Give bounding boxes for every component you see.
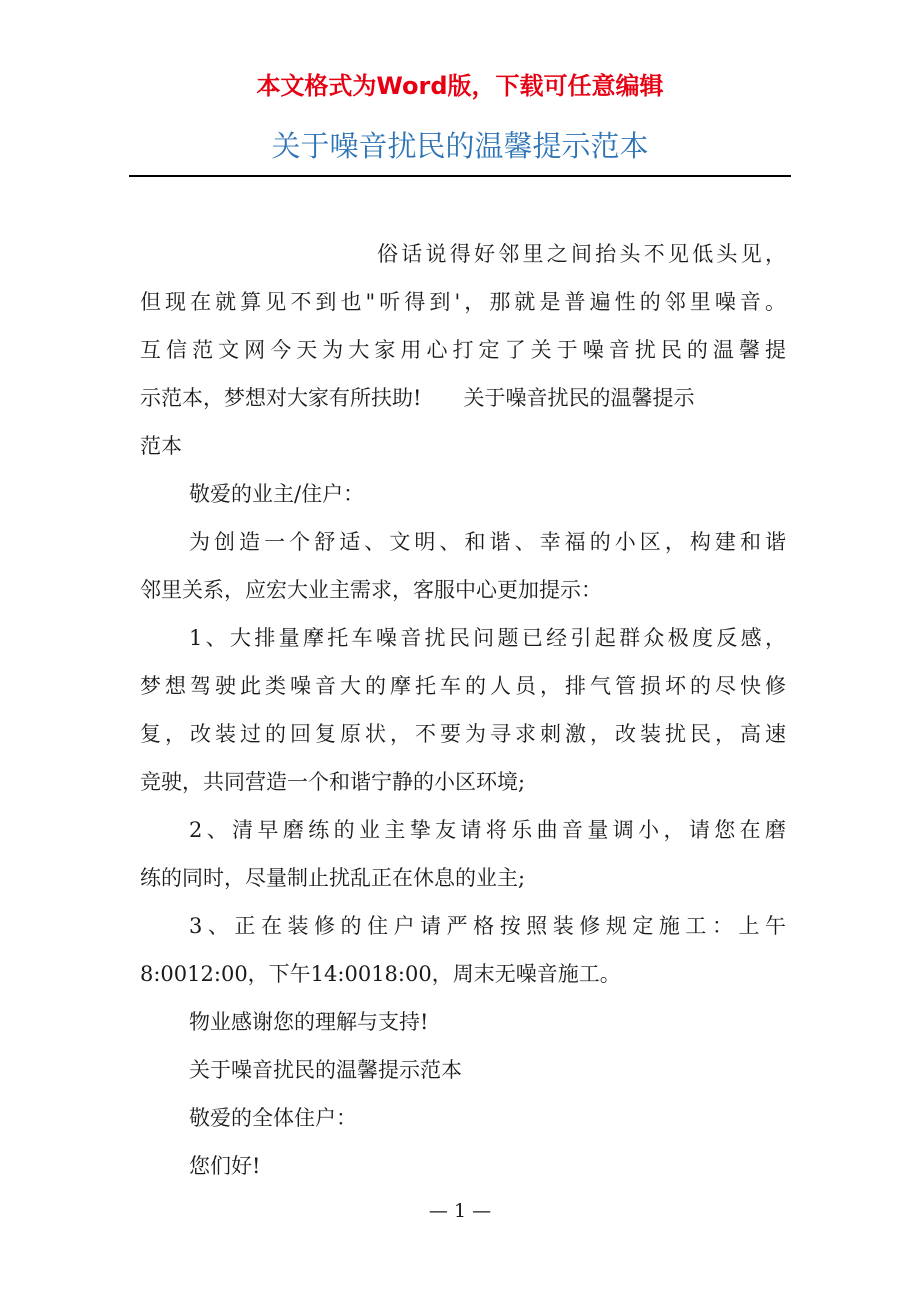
greeting: 敬爱的业主/住户： xyxy=(189,482,365,506)
page-number: — 1 — xyxy=(428,1200,492,1222)
document-body xyxy=(140,230,786,1190)
document-title: 关于噪音扰民的温馨提示范本 xyxy=(271,129,649,163)
item1-line-4: 竞驶，共同营造一个和谐宁静的小区环境; xyxy=(140,770,526,794)
intro-line-3: 互信范文网今天为大家用心打定了关于噪音扰民的温馨提 xyxy=(140,338,786,362)
item1-line-1: 1、大排量摩托车噪音扰民问题已经引起群众极度反感， xyxy=(189,626,786,650)
thanks-line: 物业感谢您的理解与支持! xyxy=(189,1010,429,1034)
hello-line: 您们好! xyxy=(189,1154,261,1178)
intro-line-5: 范本 xyxy=(140,434,182,458)
second-title-line: 关于噪音扰民的温馨提示范本 xyxy=(189,1058,462,1082)
item3-line-1: 3、正在装修的住户请严格按照装修规定施工：上午 xyxy=(189,914,786,938)
intro-line-2: 但现在就算见不到也"听得到'，那就是普遍性的邻里噪音。 xyxy=(140,290,786,314)
greeting-2: 敬爱的全体住户： xyxy=(189,1106,357,1130)
para1-line-1: 为创造一个舒适、文明、和谐、幸福的小区，构建和谐 xyxy=(189,530,786,554)
item1-line-2: 梦想驾驶此类噪音大的摩托车的人员，排气管损坏的尽快修 xyxy=(140,674,786,698)
intro-line-4 xyxy=(140,374,786,422)
intro-line-4-tail: 关于噪音扰民的温馨提示 xyxy=(463,386,695,410)
item3-line-2: 8:0012:00，下午14:0018:00，周末无噪音施工。 xyxy=(140,962,621,986)
intro-line-4-text: 示范本，梦想对大家有所扶助! xyxy=(140,386,422,410)
download-notice: 本文格式为Word版，下载可任意编辑 xyxy=(256,72,664,100)
item2-line-1: 2、清早磨练的业主挚友请将乐曲音量调小，请您在磨 xyxy=(189,818,786,842)
item1-line-3: 复，改装过的回复原状，不要为寻求刺激，改装扰民，高速 xyxy=(140,722,786,746)
para1-line-2: 邻里关系，应宏大业主需求，客服中心更加提示： xyxy=(140,578,602,602)
title-divider xyxy=(129,175,791,177)
intro-line-1: 俗话说得好邻里之间抬头不见低头见， xyxy=(377,242,786,266)
item2-line-2: 练的同时，尽量制止扰乱正在休息的业主; xyxy=(140,866,526,890)
